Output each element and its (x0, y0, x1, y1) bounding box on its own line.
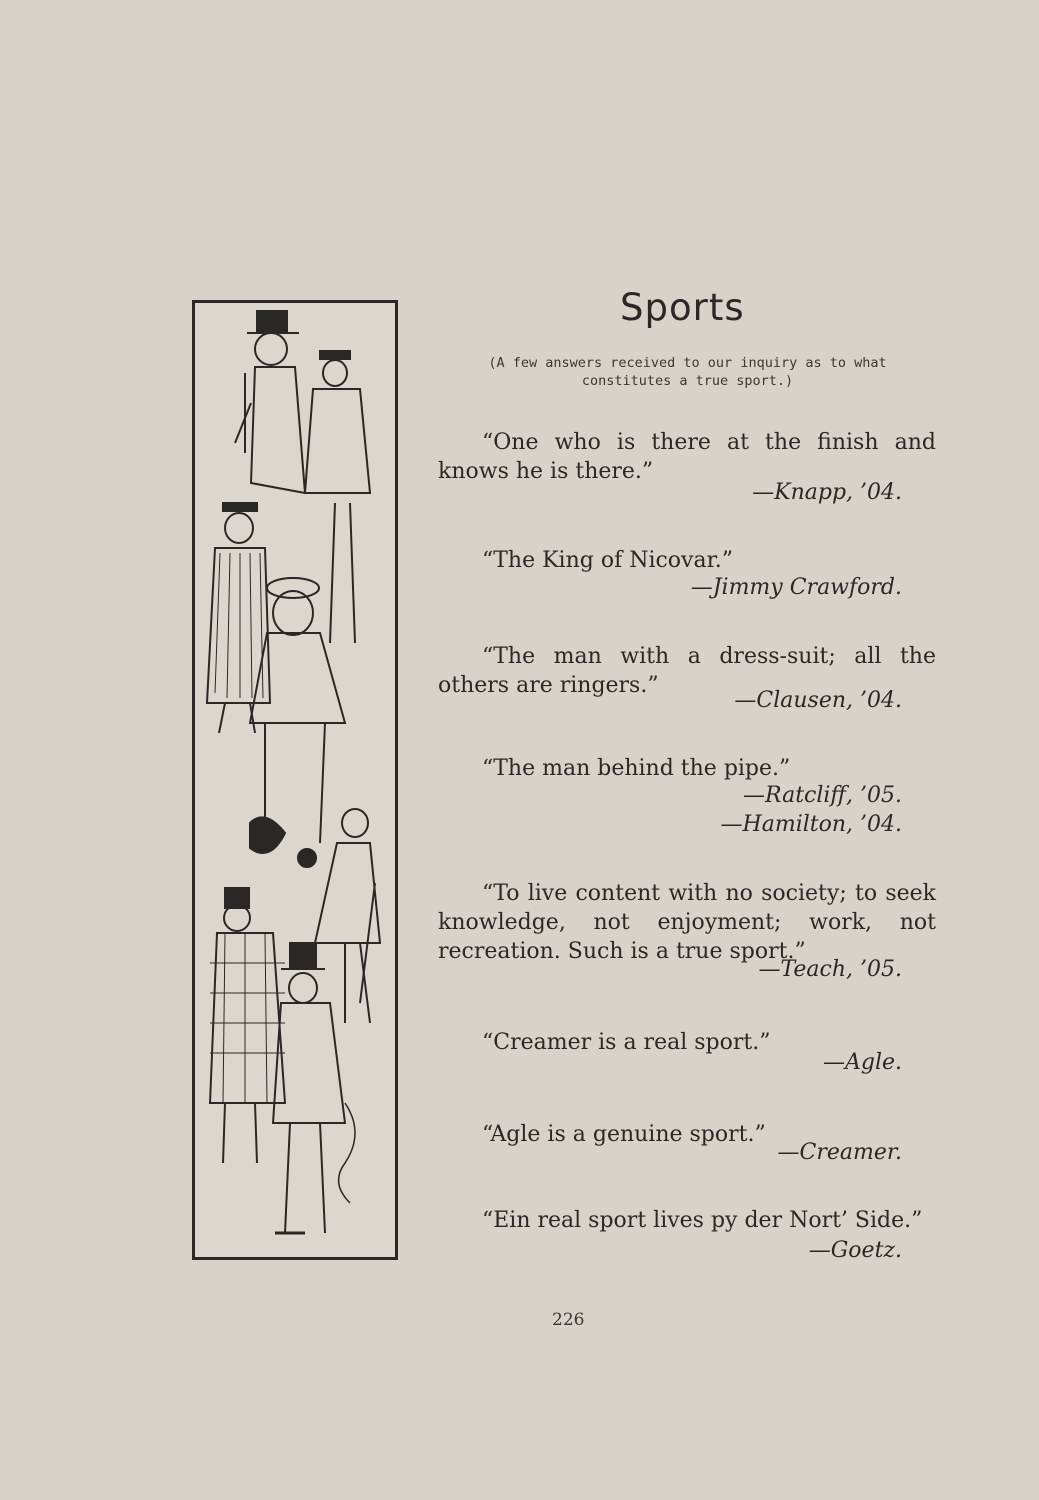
quote-attribution: —Ratcliff, ’05. (743, 783, 902, 808)
quote-text: “The man with a dress-suit; all the others are ringers.” (438, 644, 936, 698)
page-subtitle: (A few answers received to our inquiry as to what constitutes a true sport.) (488, 355, 887, 389)
quote-attribution: —Knapp, ’04. (752, 480, 902, 505)
quote-text: “The man behind the pipe.” (482, 756, 791, 781)
quote-attribution: —Agle. (822, 1050, 902, 1075)
quote-attribution: —Hamilton, ’04. (720, 812, 902, 837)
quote-attribution: —Goetz. (808, 1238, 902, 1263)
quote-attribution: —Creamer. (777, 1140, 902, 1165)
caricature-illustration (192, 300, 398, 1260)
quote-attribution: —Teach, ’05. (758, 957, 902, 982)
quote-text: “The King of Nicovar.” (482, 548, 733, 573)
quote-text: “One who is there at the finish and knows he is there.” (438, 430, 936, 484)
quote-text: “To live content with no society; to seek knowledge, not enjoyment; work, not recreation. Such is a true sport.” (438, 881, 936, 964)
quote-text: “Ein real sport lives py der Nort’ Side.” (482, 1208, 923, 1233)
page-title: Sports (620, 286, 745, 329)
illustration-drawing (195, 303, 395, 1257)
quote-text: “Creamer is a real sport.” (482, 1030, 771, 1055)
quote-attribution: —Clausen, ’04. (734, 688, 902, 713)
page-number: 226 (552, 1310, 585, 1330)
quote-attribution: —Jimmy Crawford. (690, 575, 902, 600)
quote-text: “Agle is a genuine sport.” (482, 1122, 766, 1147)
